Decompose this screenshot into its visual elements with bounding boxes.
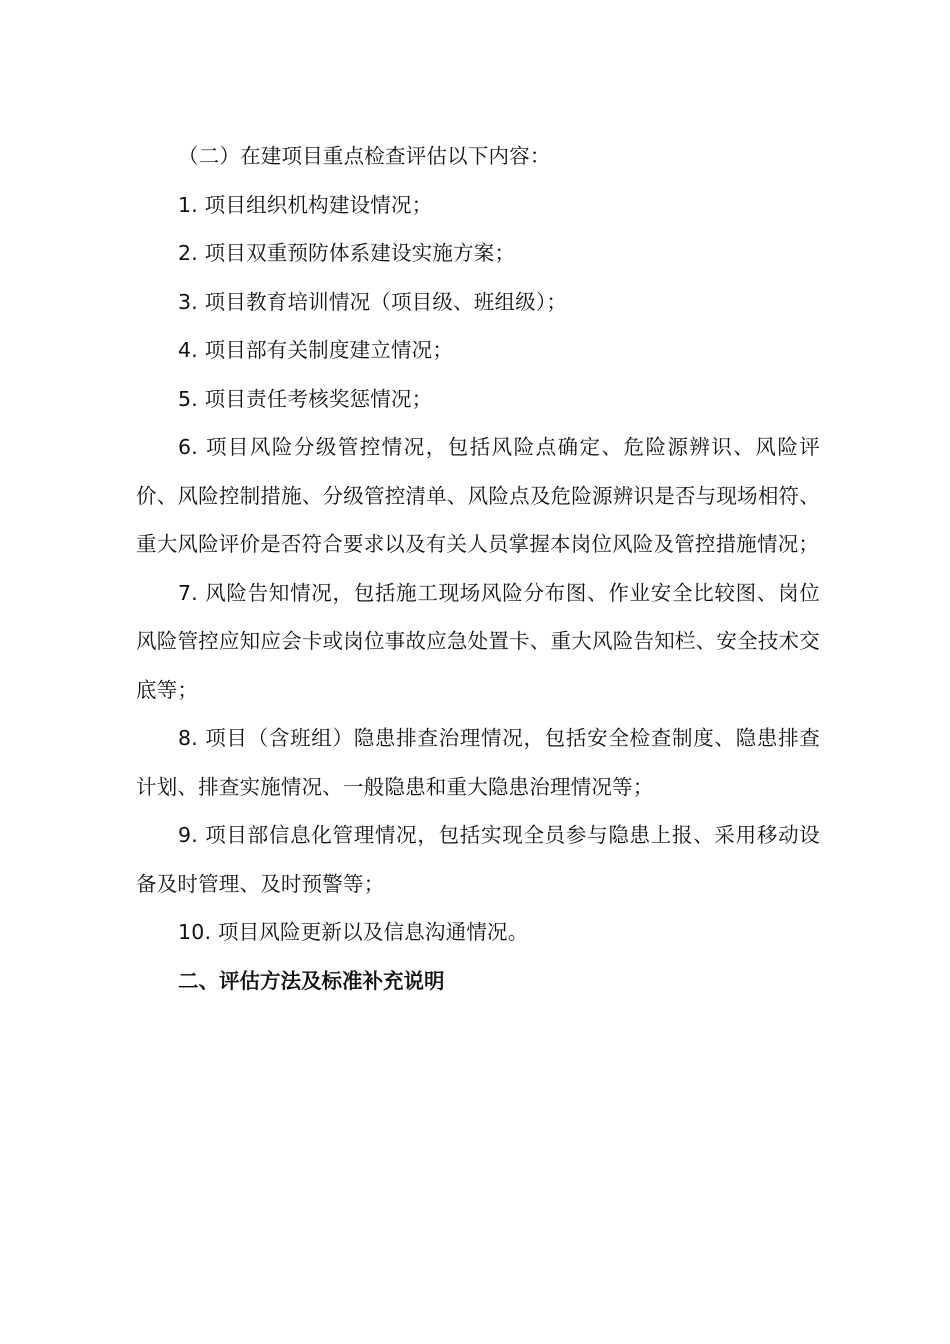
list-item-10: 10. 项目风险更新以及信息沟通情况。 xyxy=(178,920,529,944)
list-item-5: 5. 项目责任考核奖惩情况； xyxy=(178,386,433,411)
list-item-4: 4. 项目部有关制度建立情况； xyxy=(178,338,454,362)
list-item-9: 9. 项目部信息化管理情况，包括实现全员参与隐患上报、采用移动设备及时管理、及时预警等； xyxy=(136,823,820,896)
list-item-8: 8. 项目（含班组）隐患排查治理情况，包括安全检查制度、隐患排查计划、排查实施情况、一般隐患和重大隐患治理情况等； xyxy=(136,726,820,799)
list-item-2: 2. 项目双重预防体系建设实施方案； xyxy=(178,241,516,265)
list-item-1: 1. 项目组织机构建设情况； xyxy=(178,192,433,217)
list-item-3: 3. 项目教育培训情况（项目级、班组级）； xyxy=(178,289,568,314)
document-body xyxy=(136,132,820,1005)
list-item-6: 6. 项目风险分级管控情况，包括风险点确定、危险源辨识、风险评价、风险控制措施、分级管控清单、风险点及危险源辨识是否与现场相符、重大风险评价是否符合要求以及有关人员掌握本岗位风险及管控措施情况； xyxy=(136,435,820,556)
subheading: （二）在建项目重点检查评估以下内容： xyxy=(178,144,551,168)
list-item-7: 7. 风险告知情况，包括施工现场风险分布图、作业安全比较图、岗位风险管控应知应会卡或岗位事故应急处置卡、重大风险告知栏、安全技术交底等； xyxy=(136,580,820,702)
section-heading: 二、评估方法及标准补充说明 xyxy=(178,968,445,993)
